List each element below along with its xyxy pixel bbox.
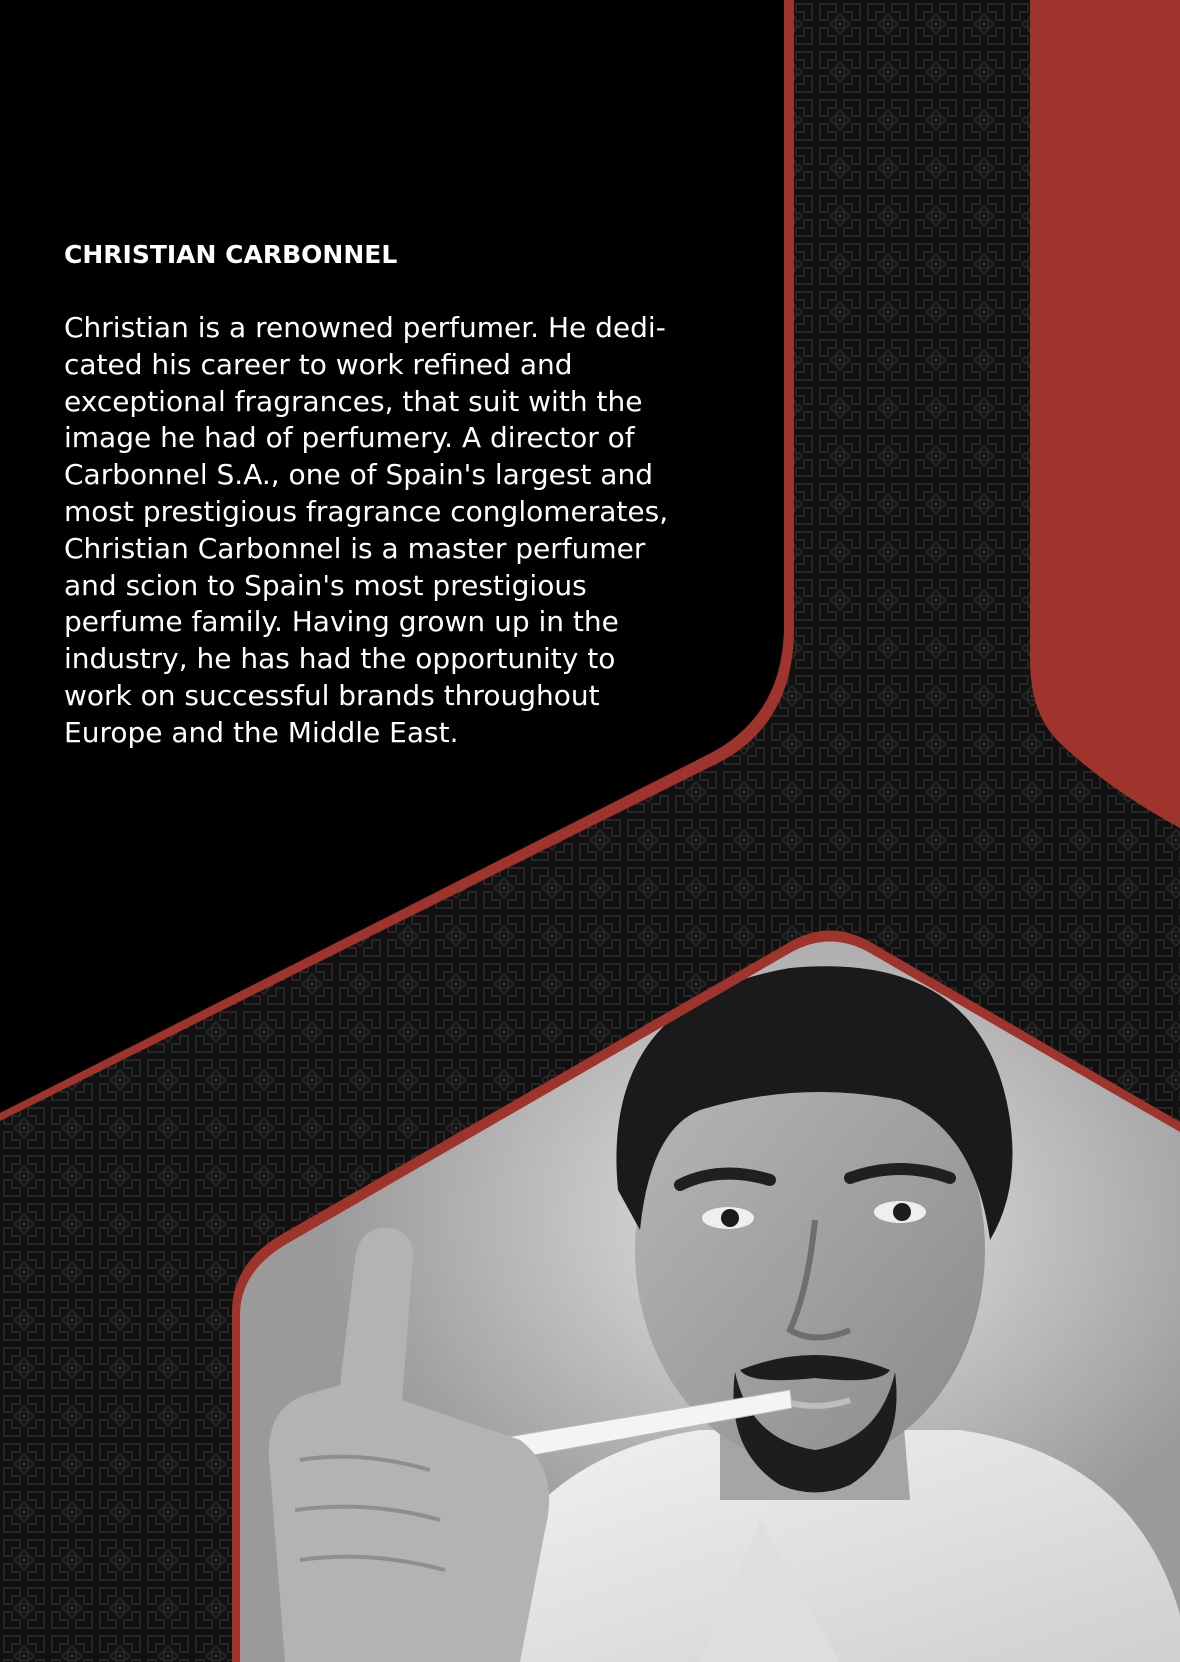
person-name: CHRISTIAN CARBONNEL [64,240,398,269]
biography-text: Christian is a renowned perfumer. He dedi- cated his career to work refined and exceptional fragrances, that suit with the image he had of perfumery. A director of Carbonnel S.A., one of Spain's largest and most prestigious fragrance conglomerates, Christian Carbonnel is a master perfumer and scion to Spain's most prestigious perfume family. Having grown up in the industry, he has had the opportunity to work on successful brands throughout Europe and the Middle East. [64,311,669,749]
biography-section [64,240,704,752]
